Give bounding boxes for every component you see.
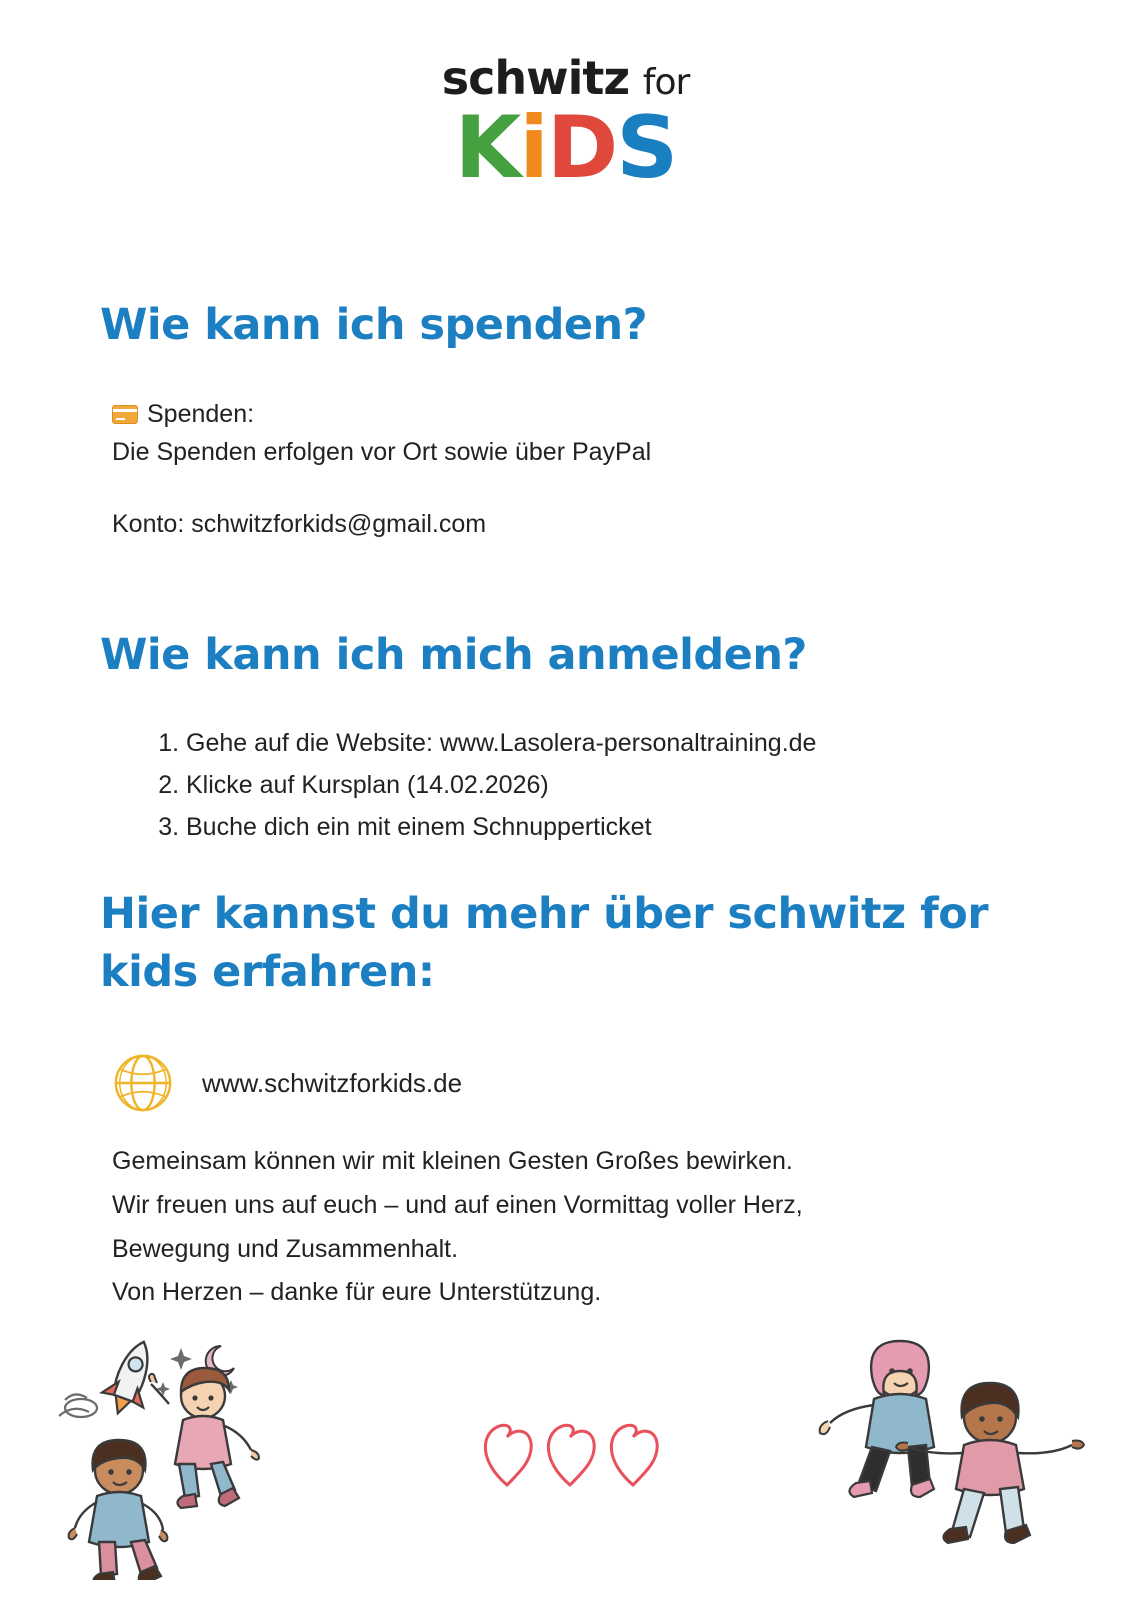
list-item: 3. Buche dich ein mit einem Schnupperticket	[186, 806, 1086, 848]
list-item: 2. Klicke auf Kursplan (14.02.2026)	[186, 764, 1086, 806]
donate-label-row	[112, 398, 1012, 432]
closing-line: Bewegung und Zusammenhalt.	[112, 1234, 459, 1263]
logo-top-line	[0, 51, 1131, 105]
donate-account: Konto: schwitzforkids@gmail.com	[112, 509, 487, 538]
three-hearts-icon	[475, 1405, 665, 1495]
heading-learn-more: Hier kannst du mehr über schwitz for kids erfahren:	[100, 889, 989, 998]
logo-letter-s: S	[616, 98, 677, 198]
credit-card-icon	[112, 405, 138, 424]
heading-how-to-donate: Wie kann ich spenden?	[100, 300, 648, 350]
heading-how-to-register: Wie kann ich mich anmelden?	[100, 630, 807, 680]
closing-line: Gemeinsam können wir mit kleinen Gesten Großes bewirken.	[112, 1147, 793, 1175]
closing-line: Wir freuen uns auf euch – und auf einen Vormittag voller Herz,	[112, 1190, 803, 1219]
website-link[interactable]: www.schwitzforkids.de	[202, 1067, 463, 1098]
list-item: 1. Gehe auf die Website: www.Lasolera-personaltraining.de	[186, 722, 1086, 764]
logo-word-kids	[0, 98, 1131, 198]
logo-word-schwitz: schwitz	[441, 51, 630, 105]
website-row[interactable]	[112, 1052, 462, 1114]
brand-logo	[0, 51, 1131, 198]
logo-letter-k: K	[454, 98, 520, 198]
kids-rocket-illustration	[55, 1330, 315, 1580]
donate-details	[112, 398, 1012, 541]
donate-label: Spenden:	[147, 400, 255, 428]
closing-line: Von Herzen – danke für eure Unterstützung.	[112, 1278, 602, 1307]
globe-icon	[112, 1052, 174, 1114]
logo-letter-i: i	[519, 98, 547, 198]
logo-letter-d: D	[546, 98, 617, 198]
registration-steps-list	[148, 722, 1086, 848]
donate-description: Die Spenden erfolgen vor Ort sowie über PayPal	[112, 437, 652, 466]
closing-paragraph	[112, 1140, 1052, 1315]
kids-running-illustration	[800, 1325, 1100, 1585]
logo-word-for: for	[642, 62, 690, 103]
